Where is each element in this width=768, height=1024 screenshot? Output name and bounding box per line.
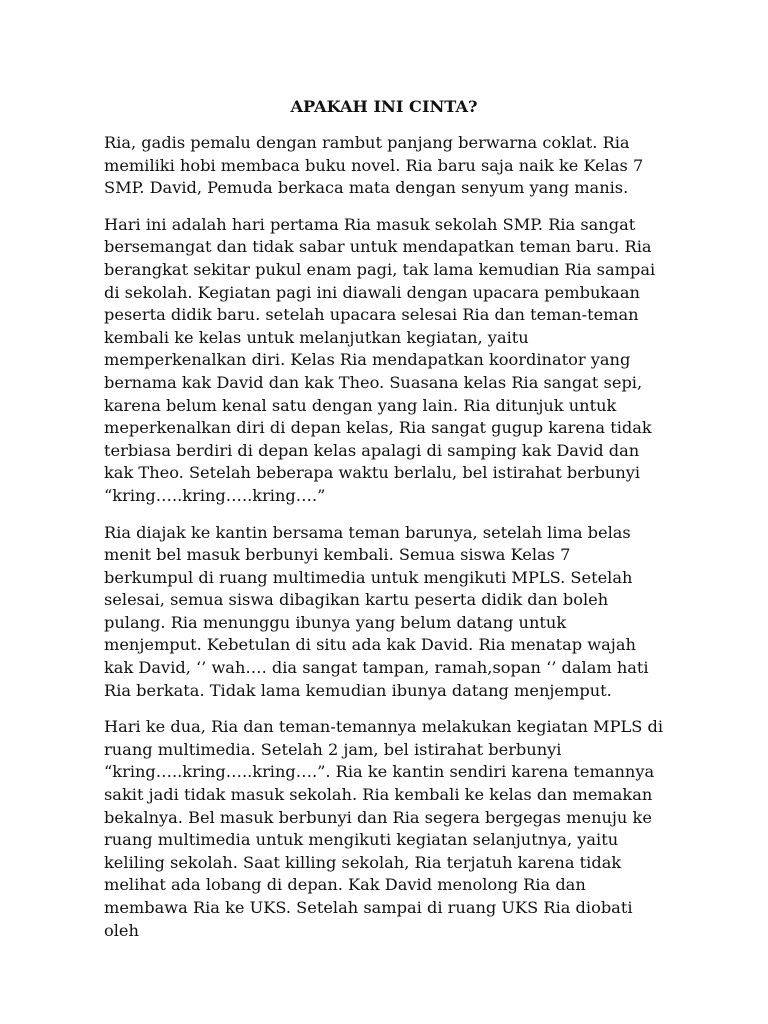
- document-title: APAKAH INI CINTA?: [290, 97, 478, 116]
- paragraph-1: Ria, gadis pemalu dengan rambut panjang berwarna coklat. Ria memiliki hobi membaca buku novel. Ria baru saja naik ke Kelas 7 SMP. David, Pemuda berkaca mata dengan senyum yang manis.: [104, 133, 644, 198]
- document-body: [104, 96, 664, 956]
- paragraph-4: Hari ke dua, Ria dan teman-temannya melakukan kegiatan MPLS di ruang multimedia. Setelah 2 jam, bel istirahat berbunyi “kring…..kring…..kring….”. Ria ke kantin sendiri karena temannya sakit jadi tidak masuk sekolah. Ria kembali ke kelas dan memakan bekalnya. Bel masuk berbunyi dan Ria segera bergegas menuju ke ruang multimedia untuk mengikuti kegiatan selanjutnya, yaitu keliling sekolah. Saat killing sekolah, Ria terjatuh karena tidak melihat ada lobang di depan. Kak David menolong Ria dan membawa Ria ke UKS. Setelah sampai di ruang UKS Ria diobati oleh: [104, 717, 664, 940]
- paragraph-3: Ria diajak ke kantin bersama teman barunya, setelah lima belas menit bel masuk berbunyi kembali. Semua siswa Kelas 7 berkumpul di ruang multimedia untuk mengikuti MPLS. Setelah selesai, semua siswa dibagikan kartu peserta didik dan boleh pulang. Ria menunggu ibunya yang belum datang untuk menjemput. Kebetulan di situ ada kak David. Ria menatap wajah kak David, ‘’ wah…. dia sangat tampan, ramah,sopan ‘’ dalam hati Ria berkata. Tidak lama kemudian ibunya datang menjemput.: [104, 522, 649, 700]
- paragraph-2: Hari ini adalah hari pertama Ria masuk sekolah SMP. Ria sangat bersemangat dan tidak sabar untuk mendapatkan teman baru. Ria berangkat sekitar pukul enam pagi, tak lama kemudian Ria sampai di sekolah. Kegiatan pagi ini diawali dengan upacara pembukaan peserta didik baru. setelah upacara selesai Ria dan teman-teman kembali ke kelas untuk melanjutkan kegiatan, yaitu memperkenalkan diri. Kelas Ria mendapatkan koordinator yang bernama kak David dan kak Theo. Suasana kelas Ria sangat sepi, karena belum kenal satu dengan yang lain. Ria ditunjuk untuk meperkenalkan diri di depan kelas, Ria sangat gugup karena tidak terbiasa berdiri di depan kelas apalagi di samping kak David dan kak Theo. Setelah beberapa waktu berlalu, bel istirahat berbunyi “kring…..kring…..kring….”: [104, 214, 656, 505]
